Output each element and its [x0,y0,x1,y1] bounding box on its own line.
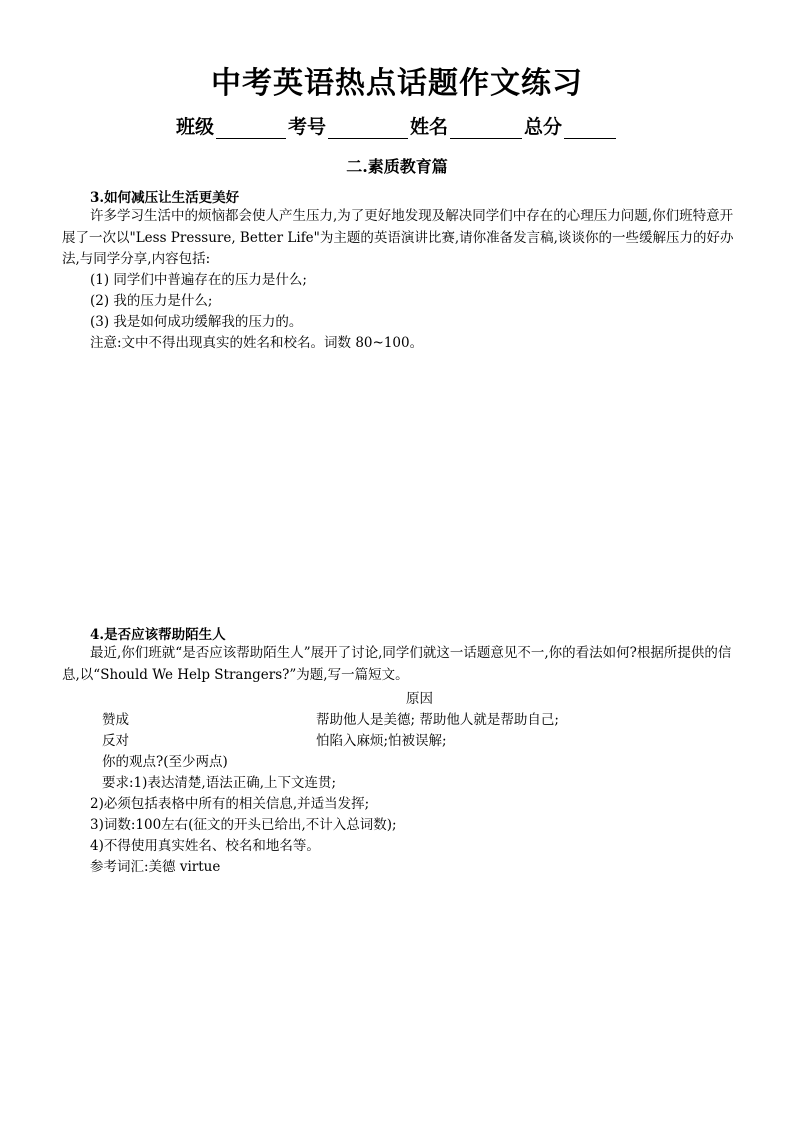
requirement-3: 3)词数:100左右(征文的开头已给出,不计入总词数); [90,817,397,833]
total-label: 总分 [524,116,563,138]
row-label-support: 赞成 [102,712,129,728]
row-reason-support: 帮助他人是美德; 帮助他人就是帮助自己; [316,712,559,728]
q3-item-2: (2) 我的压力是什么; [90,293,213,309]
row-label-oppose: 反对 [102,733,129,749]
q3-paragraph: 许多学习生活中的烦恼都会使人产生压力,为了更好地发现及解决同学们中存在的心理压力问题,你们班特意开展了一次以"Less Pressure, Better Life"为主题的英语演讲比赛,请你准备发言稿,谈谈你的一些缓解压力的好办法,与同学分享,内容包括: [62,208,734,267]
exam-no-blank [328,120,408,139]
section-title: 二.素质教育篇 [346,157,448,176]
class-label: 班级 [175,116,214,138]
q3-item-1: (1) 同学们中普遍存在的压力是什么; [90,272,307,288]
requirement-2: 2)必须包括表格中所有的相关信息,并适当发挥; [90,796,370,812]
your-view-prompt: 你的观点?(至少两点) [102,754,228,770]
q4-heading: 4.是否应该帮助陌生人 [90,627,226,643]
q4-paragraph: 最近,你们班就“是否应该帮助陌生人”展开了讨论,同学们就这一话题意见不一,你的看法如何?根据所提供的信息,以“Should We Help Strangers?”为题,写一篇短文。 [62,645,732,683]
reference-vocab: 参考词汇:美德 virtue [90,859,221,875]
class-blank [216,120,286,139]
name-blank [450,120,522,139]
row-reason-oppose: 怕陷入麻烦;怕被误解; [316,733,447,749]
student-info-fields [0,112,794,139]
name-label: 姓名 [410,116,449,138]
exam-no-label: 考号 [287,116,326,138]
total-blank [564,120,616,139]
table-header-reason: 原因 [406,691,433,707]
q3-note: 注意:文中不得出现真实的姓名和校名。词数 80~100。 [90,335,424,351]
q3-item-3: (3) 我是如何成功缓解我的压力的。 [90,314,303,330]
requirement-1: 要求:1)表达清楚,语法正确,上下文连贯; [102,775,337,791]
page-title: 中考英语热点话题作文练习 [211,66,583,101]
requirement-4: 4)不得使用真实姓名、校名和地名等。 [90,838,320,854]
q3-heading: 3.如何减压让生活更美好 [90,190,240,206]
